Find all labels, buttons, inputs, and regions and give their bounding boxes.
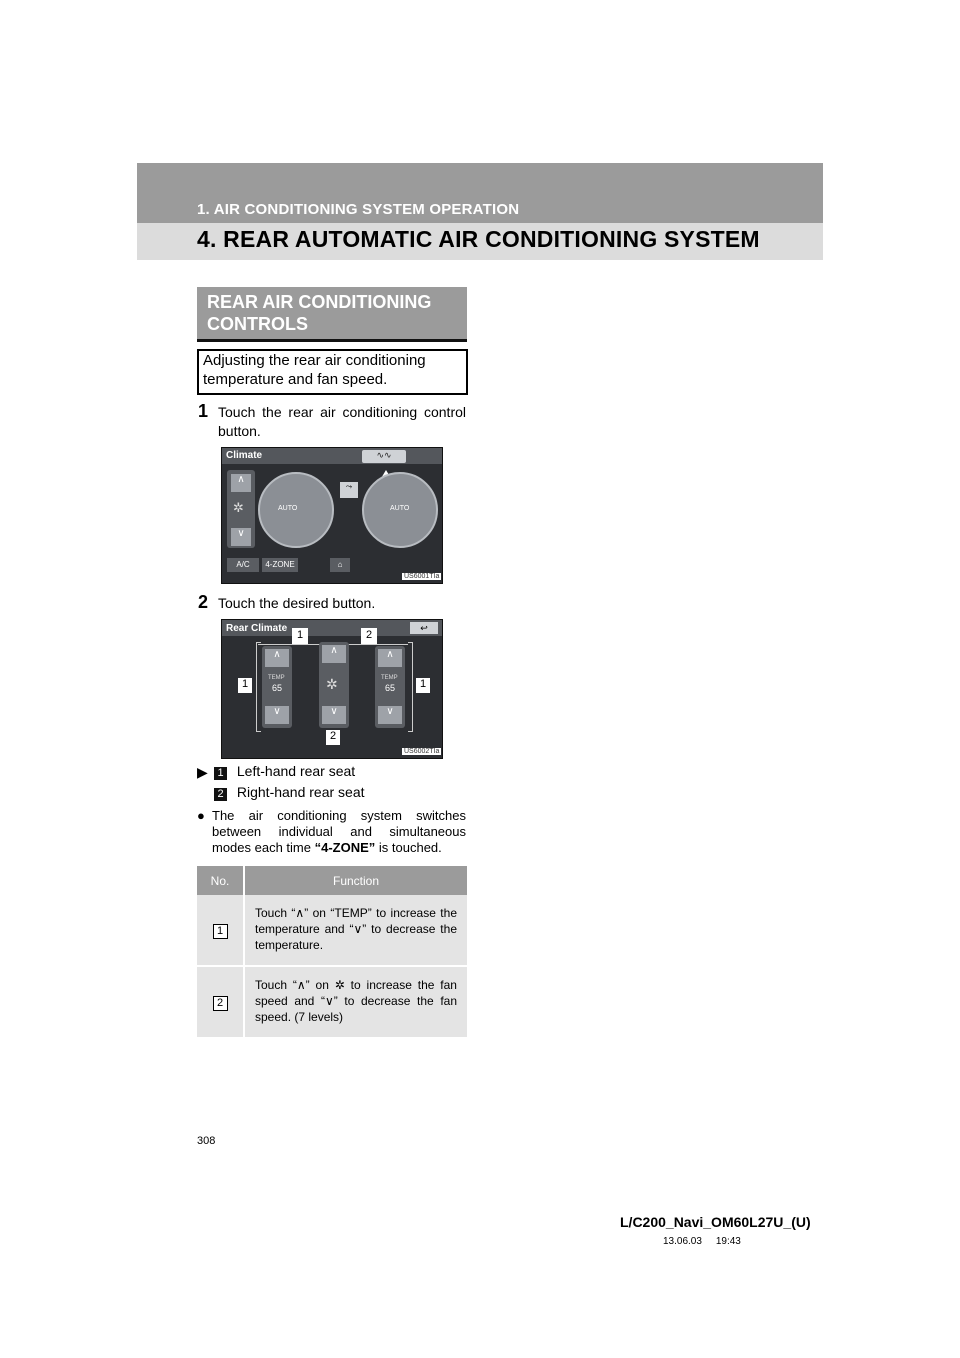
page-number: 308 [197, 1135, 216, 1147]
auto-right-label: AUTO [390, 505, 410, 512]
defog-button[interactable]: ⌂ [330, 558, 350, 572]
left-bracket [256, 642, 261, 732]
callout-2: 2 [361, 628, 377, 645]
right-temp-up-button[interactable]: ∧ [378, 649, 402, 667]
function-text: Touch “∧” on ✲ to increase the fan speed and “∨” to decrease the fan speed. (7 levels) [244, 966, 467, 1037]
fan-up-button[interactable]: ∧ [231, 474, 251, 492]
right-bracket [408, 642, 413, 732]
bullet-note: The air conditioning system switches between individual and simultaneous modes each time “4-ZONE” is touched. [212, 808, 466, 855]
fan-down-button[interactable]: ∨ [231, 528, 251, 546]
right-temp-value: 65 [385, 683, 396, 693]
chapter-title: 4. REAR AUTOMATIC AIR CONDITIONING SYSTEM [197, 226, 760, 252]
table-header-row [197, 866, 467, 895]
fan-icon: ✲ [334, 978, 345, 992]
four-zone-button[interactable]: 4-ZONE [262, 558, 298, 572]
badge-1: 1 [214, 767, 227, 780]
step-text: Touch the desired button. [218, 595, 376, 611]
document-date: 13.06.03 19:43 [663, 1236, 741, 1247]
step-number: 1 [198, 401, 209, 421]
callout-1-right: 1 [416, 678, 430, 693]
legend-marker-icon: ▶ [197, 764, 208, 780]
right-temp-down-button[interactable]: ∨ [378, 706, 402, 724]
callout-1-left: 1 [238, 678, 252, 693]
step-number: 2 [198, 592, 209, 612]
function-text: Touch “∧” on “TEMP” to increase the temperature and “∨” to decrease the temperature. [244, 895, 467, 966]
section-label: 1. AIR CONDITIONING SYSTEM OPERATION [197, 201, 520, 218]
right-temp-label: TEMP [381, 675, 398, 681]
left-temp-down-button[interactable]: ∨ [265, 706, 289, 724]
left-temp-label: TEMP [268, 675, 285, 681]
legend-text: Right-hand rear seat [236, 784, 365, 800]
rear-ac-control-button[interactable]: ∿∿ [362, 450, 406, 463]
four-zone-emphasis: “4-ZONE” [314, 840, 376, 855]
image-code: US6002TIa [404, 748, 440, 755]
rear-climate-screen [221, 619, 443, 759]
function-table [197, 866, 467, 1037]
legend-text: Left-hand rear seat [236, 763, 356, 779]
callout-1: 1 [292, 628, 308, 645]
legend-item-1 [214, 762, 355, 781]
auto-left-label: AUTO [278, 505, 298, 512]
ac-button[interactable]: A/C [227, 558, 259, 572]
legend-item-2 [214, 783, 365, 802]
table-row [197, 895, 467, 966]
fan-icon: ✲ [233, 500, 244, 515]
fan-icon: ✲ [326, 676, 338, 692]
climate-screen [221, 447, 443, 584]
document-code: L/C200_Navi_OM60L27U_(U) [620, 1214, 811, 1230]
table-row [197, 966, 467, 1037]
fan-down-button[interactable]: ∨ [322, 706, 346, 724]
rear-climate-title: Rear Climate [226, 623, 288, 634]
bullet-icon: ● [197, 808, 205, 823]
back-button[interactable]: ↩ [410, 622, 438, 634]
left-temp-value: 65 [272, 683, 283, 693]
image-code: US6001TIa [404, 573, 440, 580]
subsection-title: REAR AIR CONDITIONING CONTROLS [207, 292, 432, 334]
badge-2: 2 [213, 996, 228, 1011]
col-no: No. [197, 866, 244, 895]
intro-text: Adjusting the rear air conditioning temperature and fan speed. [203, 352, 426, 388]
left-temp-up-button[interactable]: ∧ [265, 649, 289, 667]
recirculation-button[interactable]: ⤳ [340, 482, 358, 498]
fan-up-button[interactable]: ∧ [322, 645, 346, 663]
badge-2: 2 [214, 788, 227, 801]
badge-1: 1 [213, 924, 228, 939]
col-function: Function [244, 866, 467, 895]
climate-title: Climate [226, 450, 263, 461]
callout-2-bottom: 2 [326, 730, 340, 745]
step-text: Touch the rear air conditioning control button. [218, 404, 466, 439]
